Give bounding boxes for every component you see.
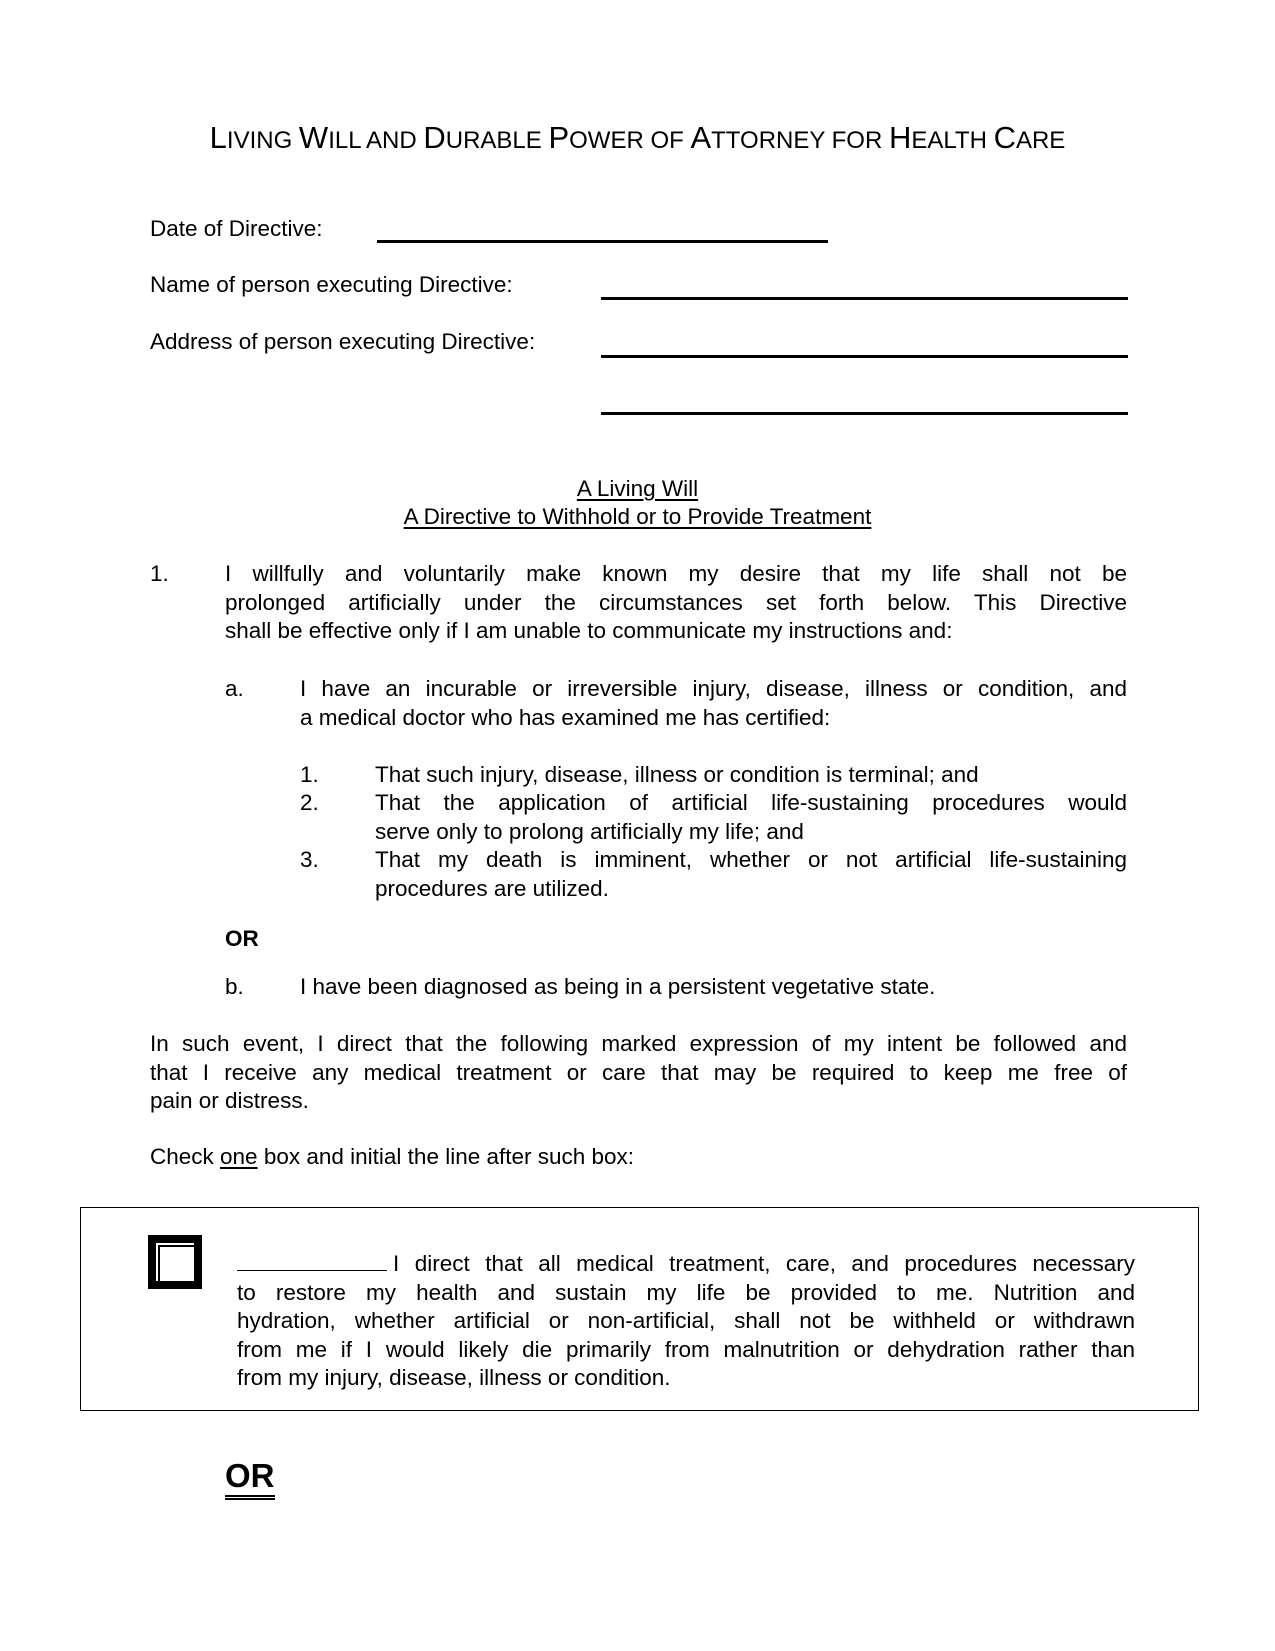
section-heading <box>0 475 1275 504</box>
text-line: In such event, I direct that the following marked expression of my intent be followed and <box>150 1031 1127 1056</box>
instruction-text: box and initial the line after such box: <box>257 1144 635 1169</box>
text-line <box>237 1250 1135 1279</box>
option-1-checkbox[interactable] <box>148 1235 202 1289</box>
item-b-letter: b. <box>225 974 244 999</box>
title-part: EALTH <box>911 127 994 154</box>
heading-line-1: A Living Will <box>576 476 699 501</box>
subitem-number: 1. <box>300 762 319 787</box>
text-line: I willfully and voluntarily make known my desire that my life shall not be <box>225 561 1127 586</box>
text-line: I have an incurable or irreversible injury, disease, illness or condition, and <box>300 676 1127 701</box>
instruction-emphasis: one <box>220 1144 258 1169</box>
in-such-event-paragraph <box>150 1030 1127 1116</box>
check-instruction <box>150 1143 634 1172</box>
or-big-separator <box>225 1458 275 1500</box>
text-line: shall be effective only if I am unable to communicate my instructions and: <box>225 618 953 643</box>
text-line: That such injury, disease, illness or condition is terminal; and <box>375 762 979 787</box>
subitem-number: 2. <box>300 790 319 815</box>
option-1-text <box>237 1250 1135 1393</box>
text-line: a medical doctor who has examined me has certified: <box>300 704 831 730</box>
address-label: Address of person executing Directive: <box>150 329 536 354</box>
title-part: A <box>690 120 712 155</box>
date-field[interactable] <box>377 240 828 243</box>
text-line: that I receive any medical treatment or care that may be required to keep me free of <box>150 1059 1127 1085</box>
text-line: hydration, whether artificial or non-artificial, shall not be withheld or withdrawn <box>237 1308 1135 1333</box>
item-b-text: I have been diagnosed as being in a persistent vegetative state. <box>300 974 936 999</box>
double-underline-1 <box>225 1495 275 1497</box>
text-line: That my death is imminent, whether or not artificial life-sustaining <box>375 847 1127 872</box>
paragraph-1-text <box>225 560 1127 646</box>
instruction-text: Check <box>150 1144 221 1169</box>
subitem-number: 3. <box>300 847 319 872</box>
text-line: serve only to prolong artificially my life; and <box>375 818 804 844</box>
name-field[interactable] <box>601 297 1128 300</box>
option-1-first-line: I direct that all medical treatment, care, and procedures necessary <box>393 1251 1135 1276</box>
address-field-line2[interactable] <box>601 412 1128 415</box>
name-label: Name of person executing Directive: <box>150 272 513 297</box>
subitem-3-text <box>375 846 1127 903</box>
title-part: P <box>548 120 570 155</box>
section-subheading <box>0 503 1275 532</box>
title-part: OWER OF <box>569 127 691 154</box>
text-line: That the application of artificial life-sustaining procedures would <box>375 790 1127 815</box>
or-separator: OR <box>225 926 259 951</box>
subitem-1-text <box>375 761 1127 790</box>
text-line: to restore my health and sustain my life be provided to me. Nutrition and <box>237 1279 1135 1305</box>
title-part: TTORNEY FOR <box>711 127 889 154</box>
title-part: URABLE <box>445 127 549 154</box>
text-line: from my injury, disease, illness or condition. <box>237 1365 671 1390</box>
paragraph-number: 1. <box>150 561 169 586</box>
title-part: IVING <box>226 127 299 154</box>
checkbox-face <box>160 1247 194 1281</box>
title-part: L <box>209 120 227 155</box>
title-part: C <box>993 120 1016 155</box>
option-1-initials-field[interactable] <box>237 1250 387 1271</box>
address-field-line1[interactable] <box>601 355 1128 358</box>
title-part: ILL AND <box>328 127 424 154</box>
subitem-2-text <box>375 789 1127 846</box>
text-line: pain or distress. <box>150 1088 309 1113</box>
title-part: W <box>298 120 329 155</box>
title-part: ARE <box>1015 127 1066 154</box>
double-underline-2 <box>225 1498 275 1500</box>
item-a-text <box>300 675 1127 732</box>
or-big-label: OR <box>225 1457 275 1494</box>
text-line: prolonged artificially under the circumstances set forth below. This Directive <box>225 589 1127 615</box>
title-part: H <box>888 120 912 155</box>
heading-line-2: A Directive to Withhold or to Provide Treatment <box>403 504 872 529</box>
title-part: D <box>423 120 446 155</box>
text-line: procedures are utilized. <box>375 875 609 901</box>
item-a-letter: a. <box>225 676 244 701</box>
date-label: Date of Directive: <box>150 216 323 241</box>
document-title <box>0 120 1275 156</box>
text-line: from me if I would likely die primarily from malnutrition or dehydration rather than <box>237 1336 1135 1362</box>
